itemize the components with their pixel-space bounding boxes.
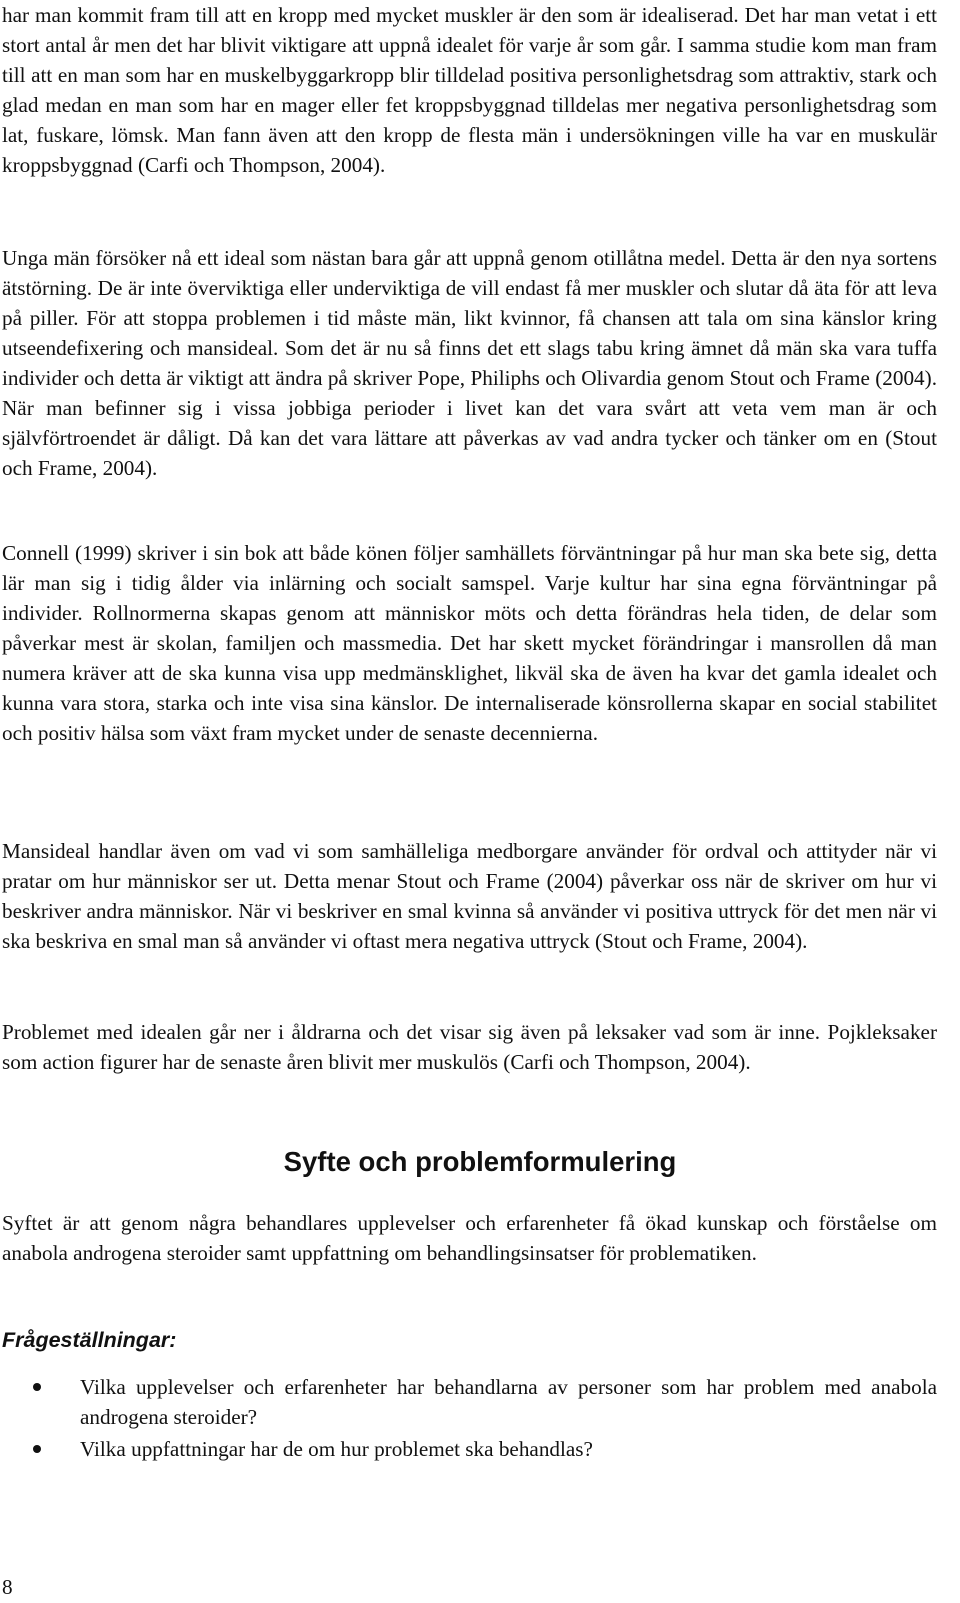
purpose-paragraph: Syftet är att genom några behandlares upplevelser och erfarenheter få ökad kunskap och förståelse om anabola androgena steroider samt uppfattning om behandlingsinsatser för problematiken. <box>2 1211 937 1265</box>
questions-list <box>0 1372 937 1464</box>
question-text: Vilka upplevelser och erfarenheter har behandlarna av personer som har problem med anabola androgena steroider? <box>80 1375 937 1429</box>
page-number: 8 <box>2 1575 13 1599</box>
body-paragraph-3: Connell (1999) skriver i sin bok att både könen följer samhällets förväntningar på hur man ska bete sig, detta lär man sig i tidig ålder via inlärning och socialt samspel. Varje kultur har sina egna förväntningar på individer. Rollnormerna skapas genom att människor möts och detta förändras hela tiden, de delar som påverkar mest är skolan, familjen och massmedia. Det har skett mycket förändringar i mansrollen då man numera kräver att de ska kunna visa upp medmänsklighet, likväl ska de även ha kvar det gamla idealet och kunna vara stora, starka och inte visa sina känslor. De internaliserade könsrollerna skapar en social stabilitet och positiv hälsa som växt fram mycket under de senaste decennierna. <box>2 541 937 745</box>
bullet-icon <box>33 1383 41 1391</box>
question-item <box>0 1434 937 1464</box>
question-text: Vilka uppfattningar har de om hur problemet ska behandlas? <box>80 1437 593 1461</box>
body-paragraph-5: Problemet med idealen går ner i åldrarna och det visar sig även på leksaker vad som är inne. Pojkleksaker som action figurer har de senaste åren blivit mer muskulös (Carfi och Thompson, 2004). <box>2 1020 937 1074</box>
question-item <box>0 1372 937 1432</box>
section-heading: Syfte och problemformulering <box>283 1146 677 1177</box>
body-paragraph-1: har man kommit fram till att en kropp med mycket muskler är den som är idealiserad. Det har man vetat i ett stort antal år men det har blivit viktigare att uppnå idealet för varje år som går. I samma studie kom man fram till att en man som har en muskelbyggarkropp blir tilldelad positiva personlighetsdrag som attraktiv, stark och glad medan en man som har en mager eller fet kroppsbyggnad tilldelas mer negativa personlighetsdrag som lat, fuskare, lömsk. Man fann även att den kropp de flesta män i undersökningen ville ha var en muskulär kroppsbyggnad (Carfi och Thompson, 2004). <box>2 3 937 177</box>
bullet-icon <box>33 1445 41 1453</box>
body-paragraph-2: Unga män försöker nå ett ideal som nästan bara går att uppnå genom otillåtna medel. Detta är den nya sortens ätstörning. De är inte överviktiga eller underviktiga de vill endast få mer muskler och slutar då äta för att leva på piller. För att stoppa problemen i tid måste män, likt kvinnor, få chansen att tala om sina känslor kring utseendefixering och mansideal. Som det är nu så finns det ett slags tabu kring ämnet då män ska vara tuffa individer och detta är viktigt att ändra på skriver Pope, Philiphs och Olivardia genom Stout och Frame (2004). När man befinner sig i vissa jobbiga perioder i livet kan det vara svårt att veta vem man är och självförtroendet är dåligt. Då kan det vara lättare att påverkas av vad andra tycker och tänker om en (Stout och Frame, 2004). <box>2 246 937 480</box>
body-paragraph-4: Mansideal handlar även om vad vi som samhälleliga medborgare använder för ordval och attityder när vi pratar om hur människor ser ut. Detta menar Stout och Frame (2004) påverkar oss när de skriver om hur vi beskriver andra människor. När vi beskriver en smal kvinna så använder vi positiva uttryck för det men när vi ska beskriva en smal man så använder vi oftast mera negativa uttryck (Stout och Frame, 2004). <box>2 839 937 953</box>
questions-heading: Frågeställningar: <box>2 1328 177 1352</box>
